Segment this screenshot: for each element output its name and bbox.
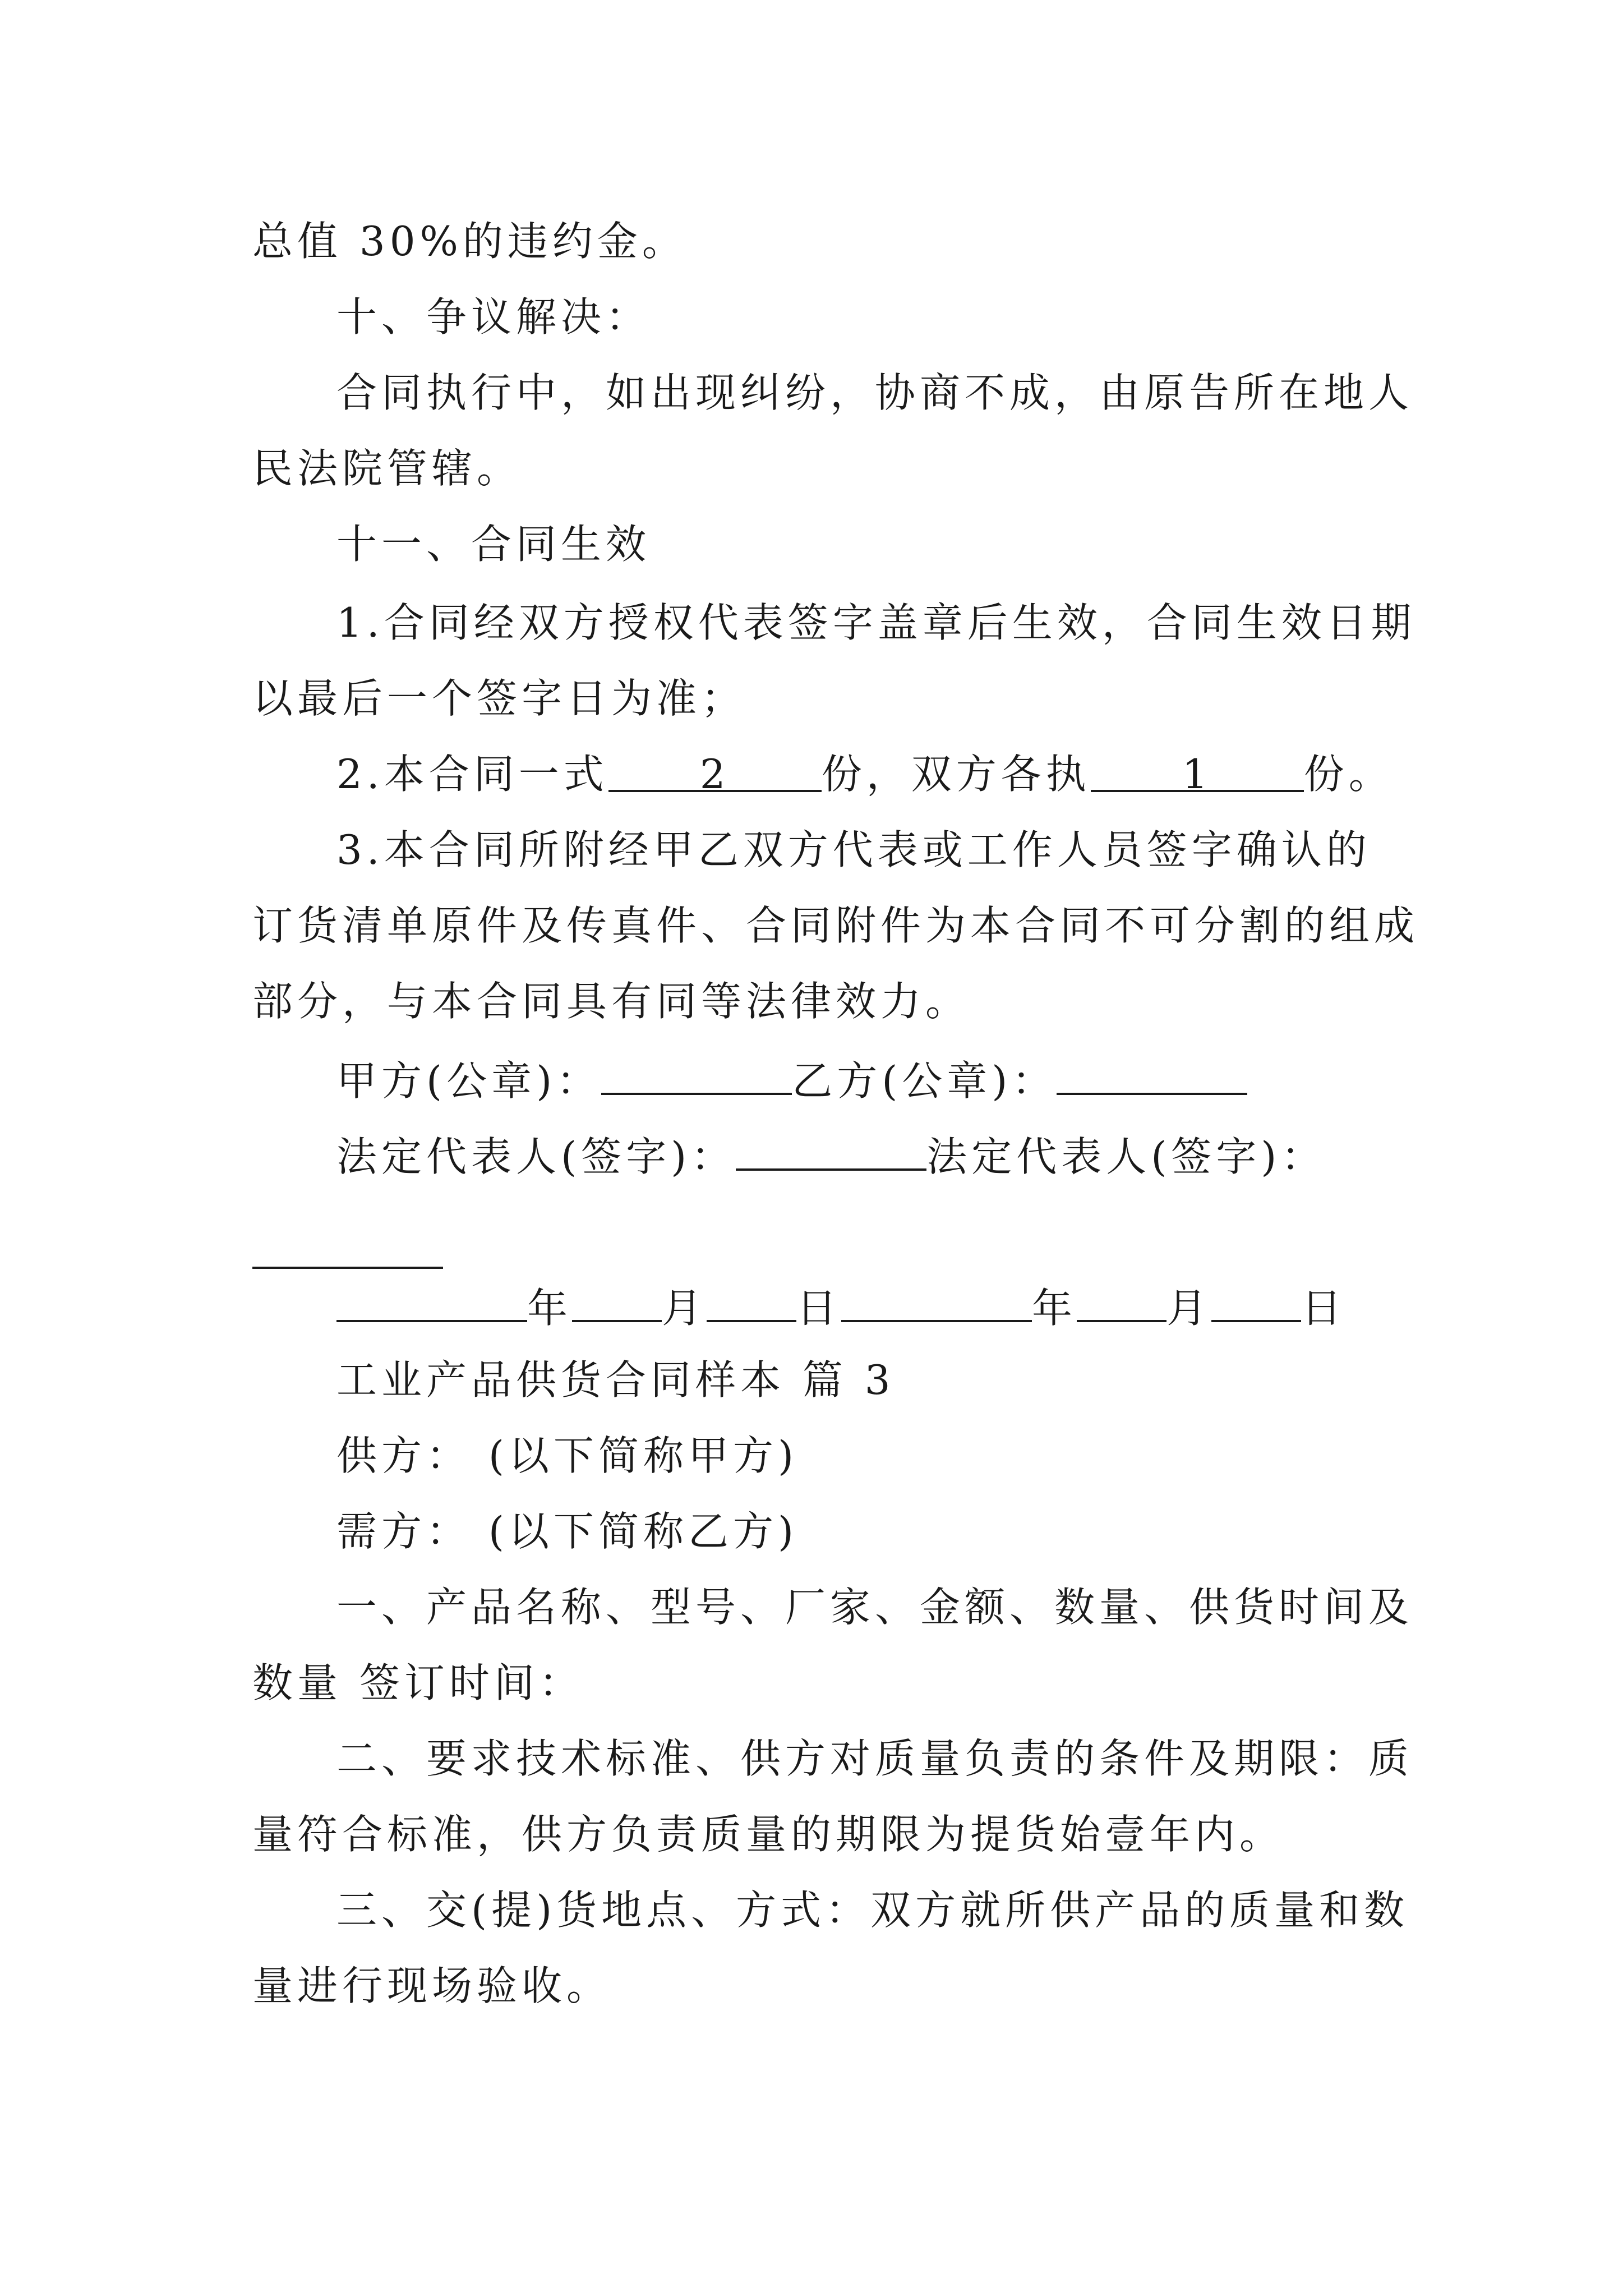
copies-each-field: 1 xyxy=(1091,746,1304,792)
copies-text-c: 份。 xyxy=(1303,751,1394,798)
document-title: 工业产品供货合同样本 篇 3 xyxy=(336,1356,895,1404)
section-heading-effective: 十一、合同生效 xyxy=(336,521,651,568)
copies-text-a: 2.本合同一式 xyxy=(336,751,608,798)
party-b-seal-label: 乙方(公章)： xyxy=(792,1057,1057,1105)
date-year-label: 年 xyxy=(527,1285,573,1332)
date-year-blank-2 xyxy=(841,1276,1032,1322)
paragraph-line: 合同执行中，如出现纠纷，协商不成，由原告所在地人 xyxy=(336,369,1414,416)
paragraph-line: 二、要求技术标准、供方对质量负责的条件及期限：质 xyxy=(336,1735,1414,1782)
party-a-seal-blank xyxy=(601,1049,792,1095)
party-a-rep-blank xyxy=(736,1125,926,1171)
supplier-line: 供方： (以下简称甲方) xyxy=(336,1432,799,1479)
paragraph-line: 部分，与本合同具有同等法律效力。 xyxy=(252,978,971,1025)
copies-text-b: 份，双方各执 xyxy=(821,751,1091,798)
date-day-blank-2 xyxy=(1211,1276,1301,1322)
section-heading-dispute: 十、争议解决： xyxy=(336,293,651,341)
paragraph-line: 数量 签订时间： xyxy=(252,1659,584,1706)
date-line xyxy=(336,1276,1346,1336)
paragraph-line: 量符合标准，供方负责质量的期限为提货始壹年内。 xyxy=(252,1811,1285,1858)
date-year-blank xyxy=(336,1276,527,1322)
signature-line xyxy=(336,1125,1326,1185)
copies-line xyxy=(336,746,1394,802)
paragraph-line: 一、产品名称、型号、厂家、金额、数量、供货时间及 xyxy=(336,1584,1414,1631)
date-month-label: 月 xyxy=(662,1285,707,1332)
party-b-seal-blank xyxy=(1057,1049,1247,1095)
party-a-seal-label: 甲方(公章)： xyxy=(336,1057,602,1105)
paragraph-line: 3.本合同所附经甲乙双方代表或工作人员签字确认的 xyxy=(336,826,1371,873)
date-day-label-2: 日 xyxy=(1301,1285,1347,1332)
copies-total-field: 2 xyxy=(608,746,822,792)
paragraph-line: 订货清单原件及传真件、合同附件为本合同不可分割的组成 xyxy=(252,902,1419,949)
buyer-line: 需方： (以下简称乙方) xyxy=(336,1508,799,1555)
date-day-blank xyxy=(707,1276,796,1322)
paragraph-line: 三、交(提)货地点、方式：双方就所供产品的质量和数 xyxy=(336,1887,1409,1934)
date-month-label-2: 月 xyxy=(1166,1285,1212,1332)
party-b-rep-blank xyxy=(252,1267,443,1269)
paragraph-line: 以最后一个签字日为准； xyxy=(252,675,746,722)
party-a-rep-label: 法定代表人(签字)： xyxy=(336,1133,736,1180)
paragraph-line: 1.合同经双方授权代表签字盖章后生效，合同生效日期 xyxy=(336,599,1416,646)
seal-line xyxy=(336,1049,1247,1109)
paragraph-line: 量进行现场验收。 xyxy=(252,1962,612,2009)
date-year-label-2: 年 xyxy=(1032,1285,1077,1332)
date-month-blank-2 xyxy=(1077,1276,1166,1322)
paragraph-line: 民法院管辖。 xyxy=(252,445,522,492)
date-day-label: 日 xyxy=(796,1285,842,1332)
paragraph-line: 总值 30%的违约金。 xyxy=(252,218,687,265)
party-b-rep-label: 法定代表人(签字)： xyxy=(926,1133,1326,1180)
date-month-blank xyxy=(572,1276,662,1322)
